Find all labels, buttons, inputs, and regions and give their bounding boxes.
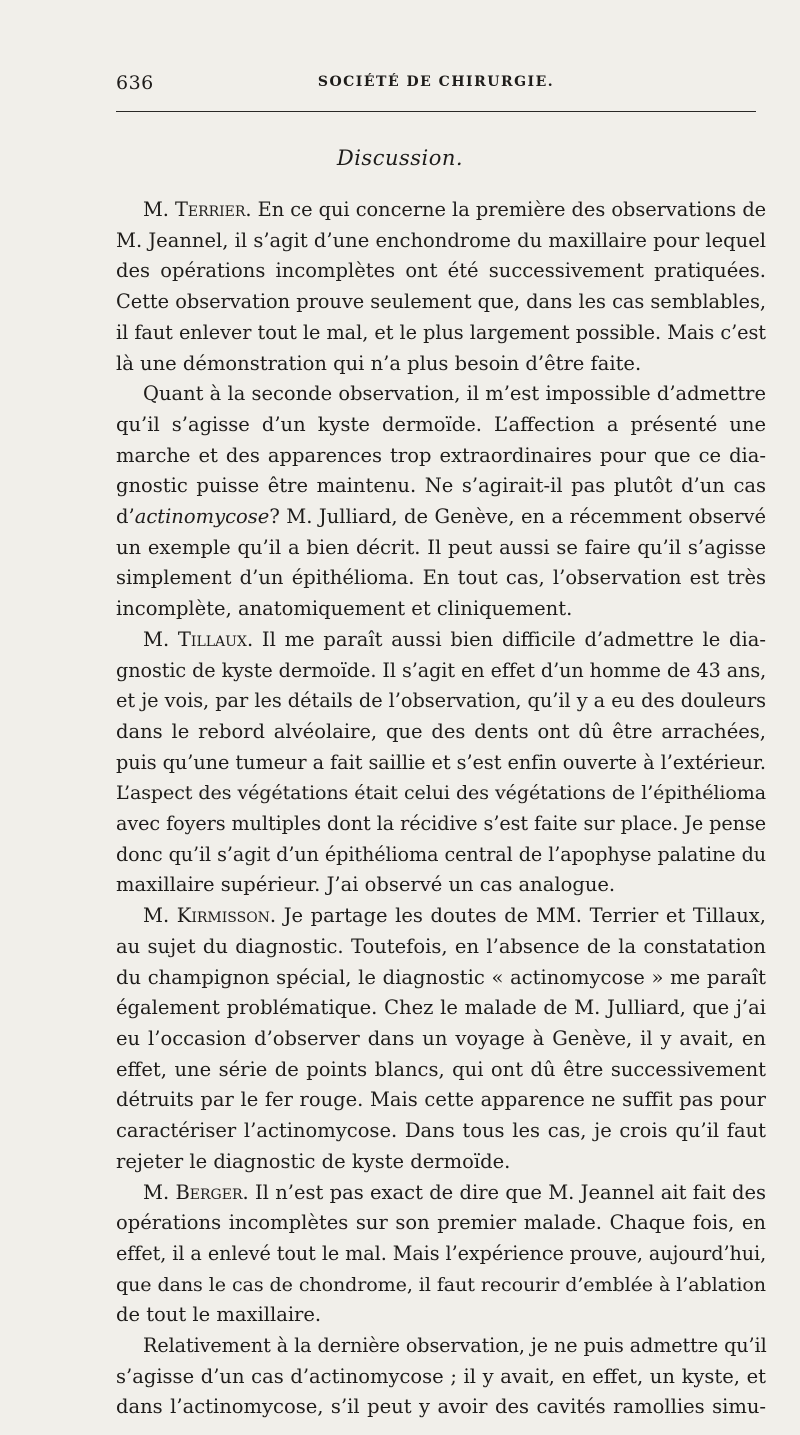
text-line: Cette observation prouve seulement que, dans les cas semblables,	[116, 290, 766, 314]
line-text: . En ce qui concerne la première des observations de	[245, 198, 767, 221]
paragraph-berger	[116, 1178, 766, 1332]
text-line: effet, une série de points blancs, qui ont dû être successivement	[116, 1057, 766, 1081]
text-line: dans l’actinomycose, s’il peut y avoir des cavités ramollies simu-	[116, 1395, 766, 1419]
text-line: également problématique. Chez le malade de M. Julliard, que j’ai	[116, 996, 766, 1020]
speaker-name: Terrier	[175, 198, 246, 221]
journal-title: SOCIÉTÉ DE CHIRURGIE.	[317, 74, 555, 90]
text-line: avec foyers multiples dont la récidive s’est faite sur place. Je pense	[116, 812, 766, 836]
speaker-name: Tillaux	[177, 627, 247, 651]
text-line: des opérations incomplètes ont été successivement pratiquées.	[116, 259, 766, 283]
section-title: Discussion.	[336, 146, 464, 170]
text-line: s’agisse d’un cas d’actinomycose ; il y avait, en effet, un kyste, et	[116, 1364, 766, 1388]
text-line: détruits par le fer rouge. Mais cette apparence ne suffit pas pour	[116, 1088, 766, 1112]
speaker-name: Berger	[175, 1180, 243, 1204]
text-line: qu’il s’agisse d’un kyste dermoïde. L’affection a présenté une	[116, 412, 766, 436]
speaker-prefix: M.	[143, 627, 178, 651]
text-line	[116, 1178, 766, 1209]
body-text	[116, 195, 766, 1423]
text-line: gnostic puisse être maintenu. Ne s’agirait-il pas plutôt d’un cas	[116, 474, 766, 498]
text-line: maxillaire supérieur. J’ai observé un cas analogue.	[116, 873, 616, 897]
paragraph-berger-continued	[116, 1331, 766, 1423]
line-text: . Je partage les doutes de MM. Terrier et Tillaux,	[269, 904, 766, 928]
text-line: Quant à la seconde observation, il m’est impossible d’admettre	[143, 382, 766, 406]
text-line: donc qu’il s’agit d’un épithélioma central de l’apophyse palatine du	[116, 842, 766, 866]
text-line: dans le rebord alvéolaire, que des dents ont dû être arrachées,	[116, 719, 766, 743]
text-line: un exemple qu’il a bien décrit. Il peut aussi se faire qu’il s’agisse	[116, 535, 766, 559]
text-line: effet, il a enlevé tout le mal. Mais l’expérience prouve, aujourd’hui,	[116, 1241, 767, 1265]
text-line: là une démonstration qui n’a plus besoin d’être faite.	[116, 351, 642, 375]
text-line: incomplète, anatomiquement et cliniquement.	[116, 597, 573, 621]
text-line	[116, 625, 766, 656]
text-line	[116, 901, 766, 932]
paragraph-tillaux	[116, 625, 766, 901]
text-line: gnostic de kyste dermoïde. Il s’agit en effet d’un homme de 43 ans,	[116, 658, 767, 682]
running-head	[116, 72, 756, 98]
text-line: de tout le maxillaire.	[116, 1303, 322, 1327]
text-line: du champignon spécial, le diagnostic « actinomycose » me paraît	[116, 965, 766, 989]
text-line: opérations incomplètes sur son premier malade. Chaque fois, en	[116, 1211, 766, 1235]
text-line: simplement d’un épithélioma. En tout cas, l’observation est très	[116, 566, 766, 590]
speaker-prefix: M.	[143, 1180, 176, 1204]
text-line: au sujet du diagnostic. Toutefois, en l’absence de la constatation	[116, 934, 766, 958]
text-line: il faut enlever tout le mal, et le plus largement possible. Mais c’est	[116, 320, 766, 344]
text-line: eu l’occasion d’observer dans un voyage à Genève, il y avait, en	[116, 1026, 766, 1050]
line-text: . Il me paraît aussi bien difficile d’admettre le dia-	[246, 627, 766, 651]
text-line	[116, 195, 766, 226]
text-line: que dans le cas de chondrome, il faut recourir d’emblée à l’ablation	[116, 1273, 766, 1296]
line-text: . Il n’est pas exact de dire que M. Jeannel ait fait des	[242, 1180, 766, 1204]
italic-term: actinomycose	[134, 505, 270, 529]
text-line	[116, 502, 766, 533]
speaker-name: Kirmisson	[176, 904, 270, 928]
text-line: puis qu’une tumeur a fait saillie et s’est enfin ouverte à l’extérieur.	[116, 750, 766, 774]
text-line: caractériser l’actinomycose. Dans tous les cas, je crois qu’il faut	[116, 1119, 766, 1143]
line-text: d’	[116, 505, 135, 529]
text-line: et je vois, par les détails de l’observation, qu’il y a eu des douleurs	[116, 689, 766, 713]
text-line: M. Jeannel, il s’agit d’une enchondrome du maxillaire pour lequel	[116, 228, 766, 252]
text-line: rejeter le diagnostic de kyste dermoïde.	[116, 1149, 511, 1173]
header-rule	[116, 111, 756, 112]
paragraph-terrier-continued	[116, 379, 766, 625]
text-line: marche et des apparences trop extraordinaires pour que ce dia-	[116, 443, 766, 467]
line-text: ? M. Julliard, de Genève, en a récemment observé	[269, 505, 766, 529]
text-line: Relativement à la dernière observation, je ne puis admettre qu’il	[143, 1334, 767, 1358]
speaker-prefix: M.	[143, 904, 177, 928]
paragraph-kirmisson	[116, 901, 766, 1177]
text-line: L’aspect des végétations était celui des végétations de l’épithélioma	[116, 782, 766, 805]
page-number: 636	[116, 72, 154, 94]
paragraph-terrier	[116, 195, 766, 379]
speaker-prefix: M.	[143, 198, 176, 221]
